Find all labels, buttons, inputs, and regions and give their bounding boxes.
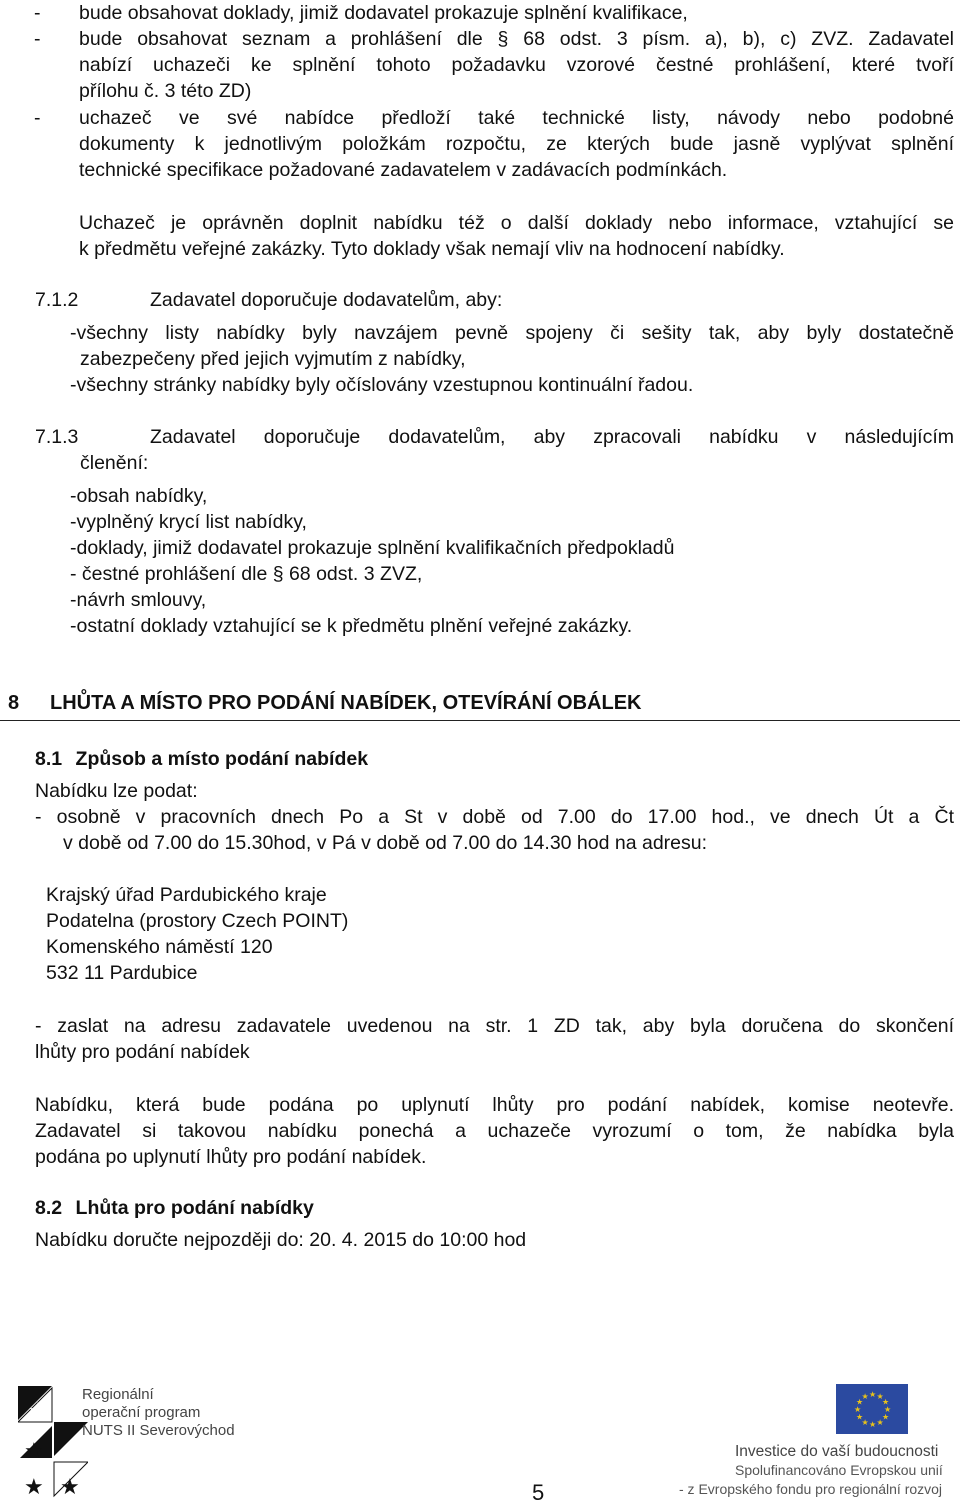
section-8-2-heading xyxy=(35,1195,314,1221)
rop-logo xyxy=(18,1386,88,1502)
star-icon: ★ xyxy=(24,1475,44,1500)
eu-star-icon: ★ xyxy=(876,1392,884,1401)
section-8-heading xyxy=(0,690,960,721)
eu-star-icon: ★ xyxy=(876,1418,884,1427)
section-8-1-late-paragraph: Nabídku, která bude podána po uplynutí lhůty pro podání nabídek, komise neotevře. Zadavatel si takovou nabídku ponechá a uchazeče vyrozumí o tom, že nabídka byla podána po uplynutí lhůty pro podání nabídek. xyxy=(35,1094,954,1168)
eu-star-icon: ★ xyxy=(856,1397,864,1407)
eu-flag-icon xyxy=(836,1384,908,1434)
section-8-number: 8 xyxy=(8,692,20,714)
eu-star-icon: ★ xyxy=(861,1392,869,1401)
eu-star-icon: ★ xyxy=(861,1418,869,1427)
section-7-1-2-item: -všechny stránky nabídky byly očíslovány vzestupnou kontinuální řadou. xyxy=(70,374,694,396)
section-8-1-title: Způsob a místo podání nabídek xyxy=(75,748,369,770)
section-8-1-zaslat: - zaslat na adresu zadavatele uvedenou na str. 1 ZD tak, aby byla doručena do skončení lhůty pro podání nabídek xyxy=(35,1015,954,1063)
section-8-title: LHŮTA A MÍSTO PRO PODÁNÍ NABÍDEK, OTEVÍRÁNÍ OBÁLEK xyxy=(50,692,642,714)
eu-star-icon: ★ xyxy=(856,1412,864,1422)
list-item: -obsah nabídky, xyxy=(70,485,208,507)
eu-star-icon: ★ xyxy=(869,1420,877,1429)
section-8-1-osobne: - osobně v pracovních dnech Po a St v době od 7.00 do 17.00 hod., ve dnech Út a Čt v době od 7.00 do 15.30hod, v Pá v době od 7.00 do 14.30 hod na adresu: xyxy=(35,806,954,854)
section-7-1-3-number: 7.1.3 xyxy=(35,426,79,448)
section-7-1-2-title: Zadavatel doporučuje dodavatelům, aby: xyxy=(150,289,503,311)
eu-star-icon: ★ xyxy=(854,1405,862,1414)
section-8-2-text: Nabídku doručte nejpozději do: 20. 4. 2015 do 10:00 hod xyxy=(35,1229,527,1251)
eu-star-icon: ★ xyxy=(869,1390,877,1399)
list-dash: - xyxy=(34,107,41,129)
list-item: -doklady, jimiž dodavatel prokazuje splnění kvalifikačních předpokladů xyxy=(70,537,675,559)
eu-star-icon: ★ xyxy=(884,1405,892,1414)
page-footer xyxy=(0,1380,960,1503)
page-number: 5 xyxy=(532,1480,545,1505)
list-dash: - xyxy=(34,2,41,24)
star-icon: ★ xyxy=(24,1439,44,1464)
list-item: -návrh smlouvy, xyxy=(70,589,207,611)
section-7-1-2-item: -všechny listy nabídky byly navzájem pevně spojeny či sešity tak, aby byly dostatečně zabezpečeny před jejich vyjmutím z nabídky, xyxy=(70,322,954,370)
list-item: -ostatní doklady vztahující se k předmětu plnění veřejné zakázky. xyxy=(70,615,633,637)
section-7-1-3-title-cont: členění: xyxy=(80,452,149,474)
delivery-address: Krajský úřad Pardubického kraje Podatelna (prostory Czech POINT) Komenského náměstí 120 532 11 Pardubice xyxy=(46,884,349,984)
section-7-1-3-list xyxy=(70,483,674,639)
star-icon: ★ xyxy=(60,1475,80,1500)
section-8-2-title: Lhůta pro podání nabídky xyxy=(75,1197,314,1219)
rop-text: Regionální operační program NUTS II Severovýchod xyxy=(82,1386,235,1439)
section-8-1-intro: Nabídku lze podat: xyxy=(35,780,198,802)
section-8-1-heading xyxy=(35,746,368,772)
eu-star-icon: ★ xyxy=(882,1412,890,1422)
star-icon: ★ xyxy=(28,1399,48,1424)
eu-star-icon: ★ xyxy=(882,1397,890,1407)
eu-text: Investice do vaší budoucnosti Spolufinancováno Evropskou unií - z Evropského fondu pro regionální rozvoj xyxy=(679,1443,943,1497)
section-8-1-number: 8.1 xyxy=(35,748,63,770)
section-8-2-number: 8.2 xyxy=(35,1197,63,1219)
section-7-1-3-title: Zadavatel doporučuje dodavatelům, aby zpracovali nabídku v následujícím xyxy=(150,426,954,448)
list-item: - čestné prohlášení dle § 68 odst. 3 ZVZ, xyxy=(70,563,423,585)
list-dash: - xyxy=(34,28,41,50)
list-item: -vyplněný krycí list nabídky, xyxy=(70,511,307,533)
section-7-1-2-number: 7.1.2 xyxy=(35,289,79,311)
uchazec-paragraph: Uchazeč je oprávněn doplnit nabídku též o další doklady nebo informace, vztahující se k předmětu veřejné zakázky. Tyto doklady však nemají vliv na hodnocení nabídky. xyxy=(79,212,954,260)
